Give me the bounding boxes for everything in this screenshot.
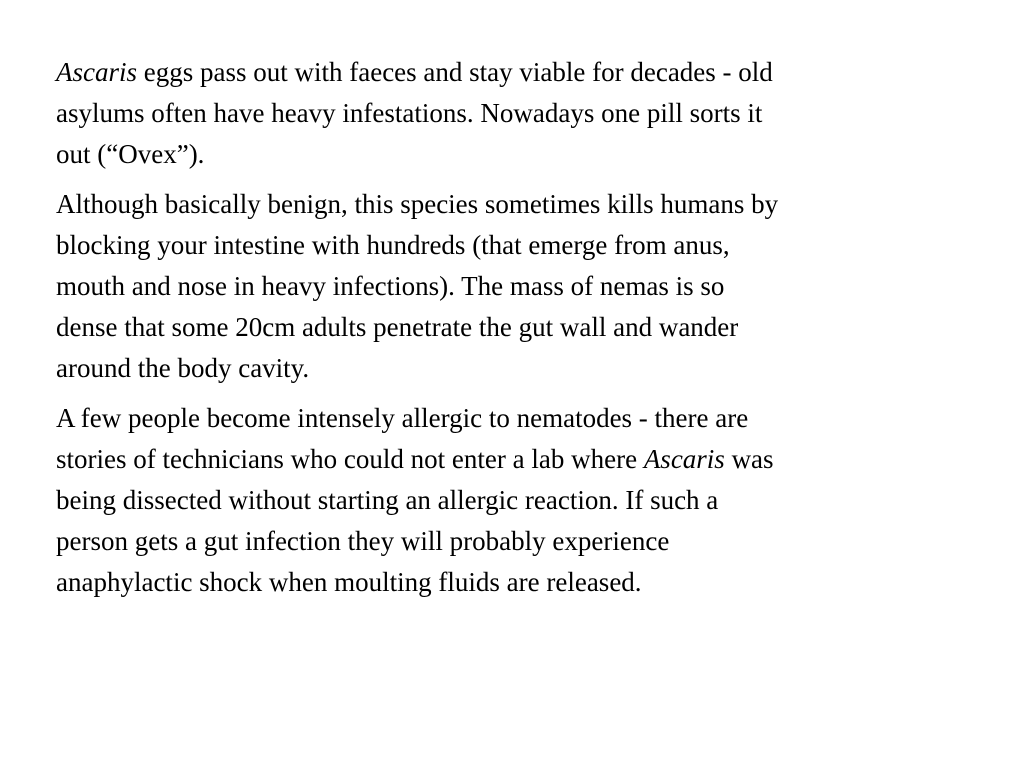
- paragraph-line: [56, 266, 986, 307]
- paragraph-line: [56, 439, 986, 480]
- species-name-italic: Ascaris: [643, 444, 725, 474]
- paragraph-line: [56, 521, 986, 562]
- slide-body-text: [56, 52, 986, 612]
- text-run: A few people become intensely allergic to nematodes - there are: [56, 403, 749, 433]
- text-run: around the body cavity.: [56, 353, 310, 383]
- paragraph-line: [56, 184, 986, 225]
- text-run: blocking your intestine with hundreds (that emerge from anus,: [56, 230, 730, 260]
- paragraph-3: [56, 398, 986, 603]
- paragraph-1: [56, 52, 986, 175]
- text-run: out (“Ovex”).: [56, 139, 205, 169]
- paragraph-line: [56, 134, 986, 175]
- paragraph-line: [56, 348, 986, 389]
- paragraph-line: [56, 225, 986, 266]
- text-run: asylums often have heavy infestations. Nowadays one pill sorts it: [56, 98, 763, 128]
- paragraph-line: [56, 307, 986, 348]
- text-run: Although basically benign, this species sometimes kills humans by: [56, 189, 779, 219]
- paragraph-line: [56, 398, 986, 439]
- text-run: dense that some 20cm adults penetrate the gut wall and wander: [56, 312, 739, 342]
- species-name-italic: Ascaris: [56, 57, 137, 87]
- text-run: mouth and nose in heavy infections). The mass of nemas is so: [56, 271, 725, 301]
- paragraph-line: [56, 562, 986, 603]
- text-run: stories of technicians who could not enter a lab where: [56, 444, 644, 474]
- paragraph-line: [56, 480, 986, 521]
- text-run: person gets a gut infection they will probably experience: [56, 526, 670, 556]
- text-run: eggs pass out with faeces and stay viable for decades - old: [137, 57, 773, 87]
- text-run: was: [724, 444, 774, 474]
- text-run: anaphylactic shock when moulting fluids are released.: [56, 567, 642, 597]
- text-run: being dissected without starting an allergic reaction. If such a: [56, 485, 719, 515]
- paragraph-2: [56, 184, 986, 389]
- paragraph-line: [56, 93, 986, 134]
- paragraph-line: [56, 52, 986, 93]
